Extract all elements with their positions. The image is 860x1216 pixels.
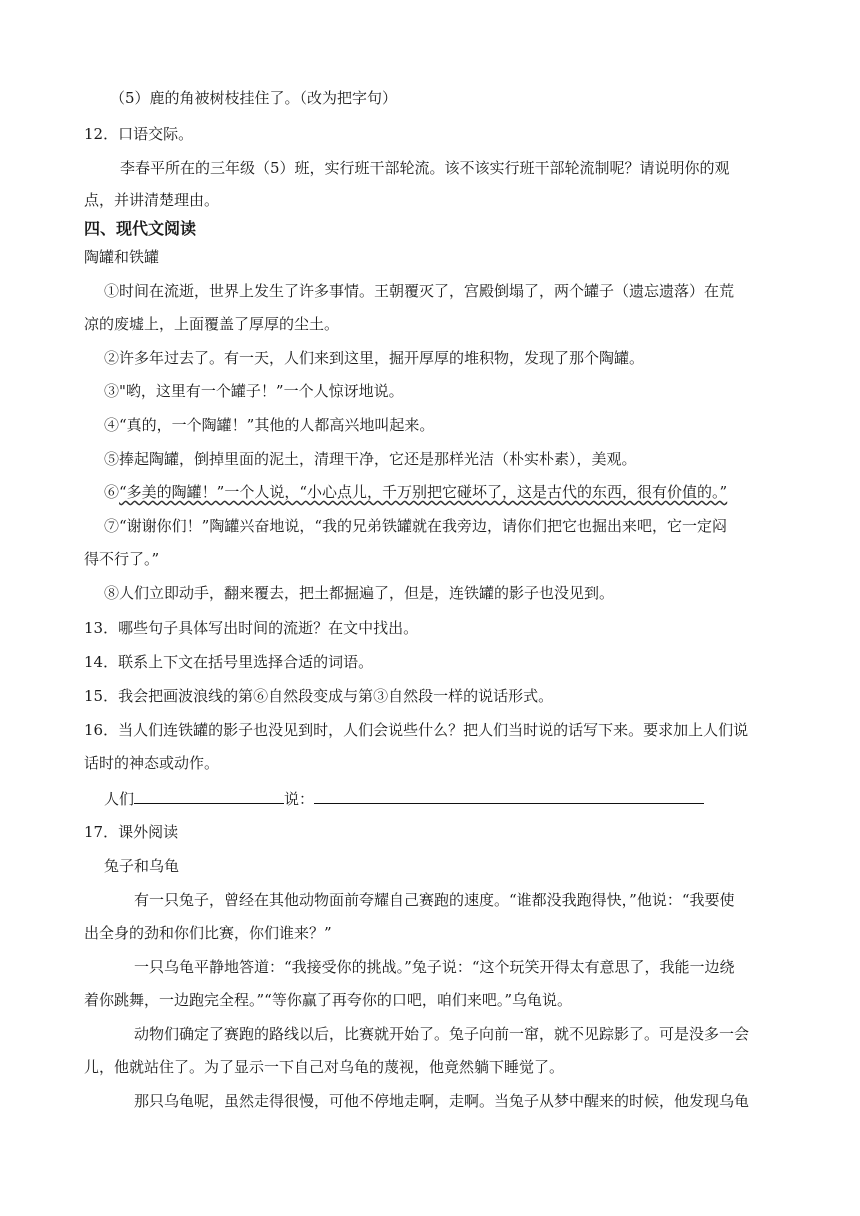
passage-p7-line1: ⑦“谢谢你们！”陶罐兴奋地说，“我的兄弟铁罐就在我旁边，请你们把它也掘出来吧，它一定闷 bbox=[104, 517, 728, 535]
q17-title: 17．课外阅读 bbox=[84, 823, 179, 841]
section-heading: 四、现代文阅读 bbox=[84, 219, 197, 238]
passage-p3: ③"哟，这里有一个罐子！”一个人惊讶地说。 bbox=[104, 382, 404, 400]
passage-p4: ④“真的，一个陶罐！”其他的人都高兴地叫起来。 bbox=[104, 416, 435, 434]
q12-paragraph-line2: 点，并讲清楚理由。 bbox=[84, 191, 220, 209]
passage-p2: ②许多年过去了。有一天，人们来到这里，掘开厚厚的堆积物，发现了那个陶罐。 bbox=[104, 349, 645, 367]
passage-p6 bbox=[104, 482, 727, 502]
story-p2-line1: 一只乌龟平静地答道：“我接受你的挑战。”兔子说：“这个玩笑开得太有意思了，我能一边绕 bbox=[134, 958, 735, 976]
passage-p5: ⑤捧起陶罐，倒掉里面的泥土，清理干净，它还是那样光洁（朴实朴素），美观。 bbox=[104, 450, 637, 468]
question-14: 14．联系上下文在括号里选择合适的词语。 bbox=[84, 653, 374, 671]
answer-prefix: 人们 bbox=[104, 790, 135, 808]
answer-blank-speech[interactable] bbox=[314, 787, 704, 804]
story-p3-line1: 动物们确定了赛跑的路线以后，比赛就开始了。兔子向前一窜，就不见踪影了。可是没多一会 bbox=[134, 1025, 750, 1043]
question-15: 15．我会把画波浪线的第⑥自然段变成与第③自然段一样的说话形式。 bbox=[84, 687, 554, 705]
story-p1-line1: 有一只兔子，曾经在其他动物面前夸耀自己赛跑的速度。“谁都没我跑得快，”他说：“我要使 bbox=[134, 891, 735, 909]
story-p4-line1: 那只乌龟呢，虽然走得很慢，可他不停地走啊，走啊。当兔子从梦中醒来的时候，他发现乌龟 bbox=[134, 1092, 750, 1110]
passage-p1-line1: ①时间在流逝，世界上发生了许多事情。王朝覆灭了，宫殿倒塌了，两个罐子（遗忘遗落）在荒 bbox=[104, 282, 735, 300]
story-p3-line2: 儿，他就站住了。为了显示一下自己对乌龟的蔑视，他竟然躺下睡觉了。 bbox=[84, 1058, 565, 1076]
story-p2-line2: 着你跳舞，一边跑完全程。”“等你赢了再夸你的口吧，咱们来吧。”乌龟说。 bbox=[84, 991, 573, 1009]
question-16-answer-row bbox=[104, 787, 704, 809]
question-16-line1: 16．当人们连铁罐的影子也没见到时，人们会说些什么？把人们当时说的话写下来。要求加上人们说 bbox=[84, 721, 749, 739]
passage-p8: ⑧人们立即动手，翻来覆去，把土都掘遍了，但是，连铁罐的影子也没见到。 bbox=[104, 584, 615, 602]
passage-title: 陶罐和铁罐 bbox=[84, 248, 160, 266]
question-13: 13．哪些句子具体写出时间的流逝？在文中找出。 bbox=[84, 619, 419, 637]
story-title: 兔子和乌龟 bbox=[104, 857, 180, 875]
answer-blank-expression[interactable] bbox=[134, 787, 284, 804]
p6-marker: ⑥ bbox=[104, 483, 120, 501]
q12-title: 12．口语交际。 bbox=[84, 125, 194, 143]
q12-paragraph-line1: 李春平所在的三年级（5）班，实行班干部轮流。该不该实行班干部轮流制呢？请说明你的观 bbox=[120, 159, 730, 177]
p6-wavy-text: “多美的陶罐！”一个人说，“小心点儿，千万别把它碰坏了，这是古代的东西，很有价值的。” bbox=[119, 483, 728, 501]
passage-p7-line2: 得不行了。” bbox=[84, 550, 160, 568]
answer-says: 说： bbox=[284, 790, 315, 808]
story-p1-line2: 出全身的劲和你们比赛，你们谁来？” bbox=[84, 924, 332, 942]
question-16-line2: 话时的神态或动作。 bbox=[84, 754, 220, 772]
passage-p1-line2: 凉的废墟上，上面覆盖了厚厚的尘土。 bbox=[84, 315, 340, 333]
q11-item5: （5）鹿的角被树枝挂住了。（改为把字句） bbox=[110, 89, 398, 107]
